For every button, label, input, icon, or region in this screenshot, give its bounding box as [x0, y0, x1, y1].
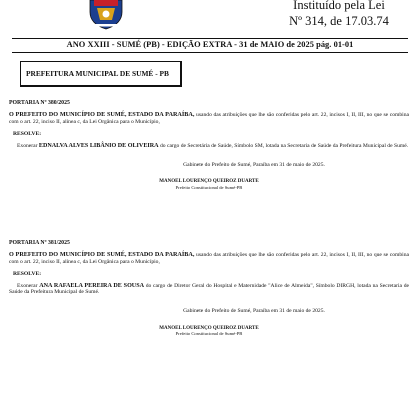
intro-rest: usando das atribuições que lhe são conferidas pelo art. 22, incisos I, II, III, no que se combina com o art. 22, inciso II, alínea c, da Lei Orgânica para o Município,: [9, 112, 409, 125]
intro-lead: O PREFEITO DO MUNICÍPIO DE SUMÉ, ESTADO DA PARAÍBA,: [9, 111, 195, 119]
section-banner: PREFEITURA MUNICIPAL DE SUMÉ - PB: [20, 61, 182, 87]
body-post: do cargo de Secretária de Saúde, Símbolo SM, lotada na Secretaria de Saúde da Prefeitura Municipal de Sumé.: [158, 142, 409, 149]
person-name: ANA RAFAELA PEREIRA DE SOUSA: [39, 282, 144, 289]
intro-lead: O PREFEITO DO MUNICÍPIO DE SUMÉ, ESTADO DA PARAÍBA,: [9, 251, 195, 259]
municipal-crest-icon: [86, 0, 126, 30]
resolve-heading: RESOLVE:: [13, 131, 42, 138]
signature-block: [9, 179, 409, 190]
portaria-381: [9, 240, 409, 336]
body-post: do cargo de Diretor Geral do Hospital e Maternidade "Alice de Almeida", Símbolo DIRGH, lotada na Secretaria de Saúde da Prefeitura Municipal de Sumé.: [9, 282, 409, 296]
edition-line: ANO XXIII - SUMÉ (PB) - EDIÇÃO EXTRA - 31 de MAIO de 2025 pág. 01-01: [66, 39, 354, 49]
signer-role: Prefeito Constitucional de Sumé-PB: [175, 185, 243, 191]
portaria-closing: Gabinete do Prefeito de Sumé, Paraíba em 31 de maio de 2025.: [183, 308, 325, 315]
portaria-intro: [9, 252, 409, 265]
body-pre: Exonerar: [17, 142, 39, 149]
portaria-title: PORTARIA Nº 380/2025: [9, 100, 70, 106]
signature-block: [9, 326, 409, 337]
resolve-heading: RESOLVE:: [13, 271, 42, 278]
institution-note: [264, 0, 414, 29]
intro-rest: usando das atribuições que lhe são conferidas pelo art. 22, incisos I, II, III, no que se combina com o art. 22, inciso II, alínea c, da Lei Orgânica para o Município,: [9, 252, 409, 265]
body-pre: Exonerar: [17, 282, 40, 289]
portaria-380: [9, 100, 409, 190]
header-rule-bottom: [12, 52, 408, 53]
instituted-line-2: Nº 314, de 17.03.74: [289, 14, 389, 28]
portaria-body: [9, 283, 409, 296]
portaria-closing: Gabinete do Prefeito de Sumé, Paraíba em 31 de maio de 2025.: [183, 162, 325, 169]
signer-role: Prefeito Constitucional de Sumé-PB: [175, 331, 243, 337]
signer-name: MANOEL LOURENÇO QUEIROZ DUARTE: [159, 179, 259, 185]
signer-name: MANOEL LOURENÇO QUEIROZ DUARTE: [159, 325, 259, 331]
person-name: EDNALVA ALVES LIBÂNIO DE OLIVEIRA: [38, 142, 159, 149]
instituted-line-1: Instituído pela Lei: [293, 0, 385, 12]
portaria-body: [9, 143, 409, 149]
portaria-title: PORTARIA Nº 381/2025: [9, 240, 70, 246]
portaria-intro: [9, 112, 409, 125]
